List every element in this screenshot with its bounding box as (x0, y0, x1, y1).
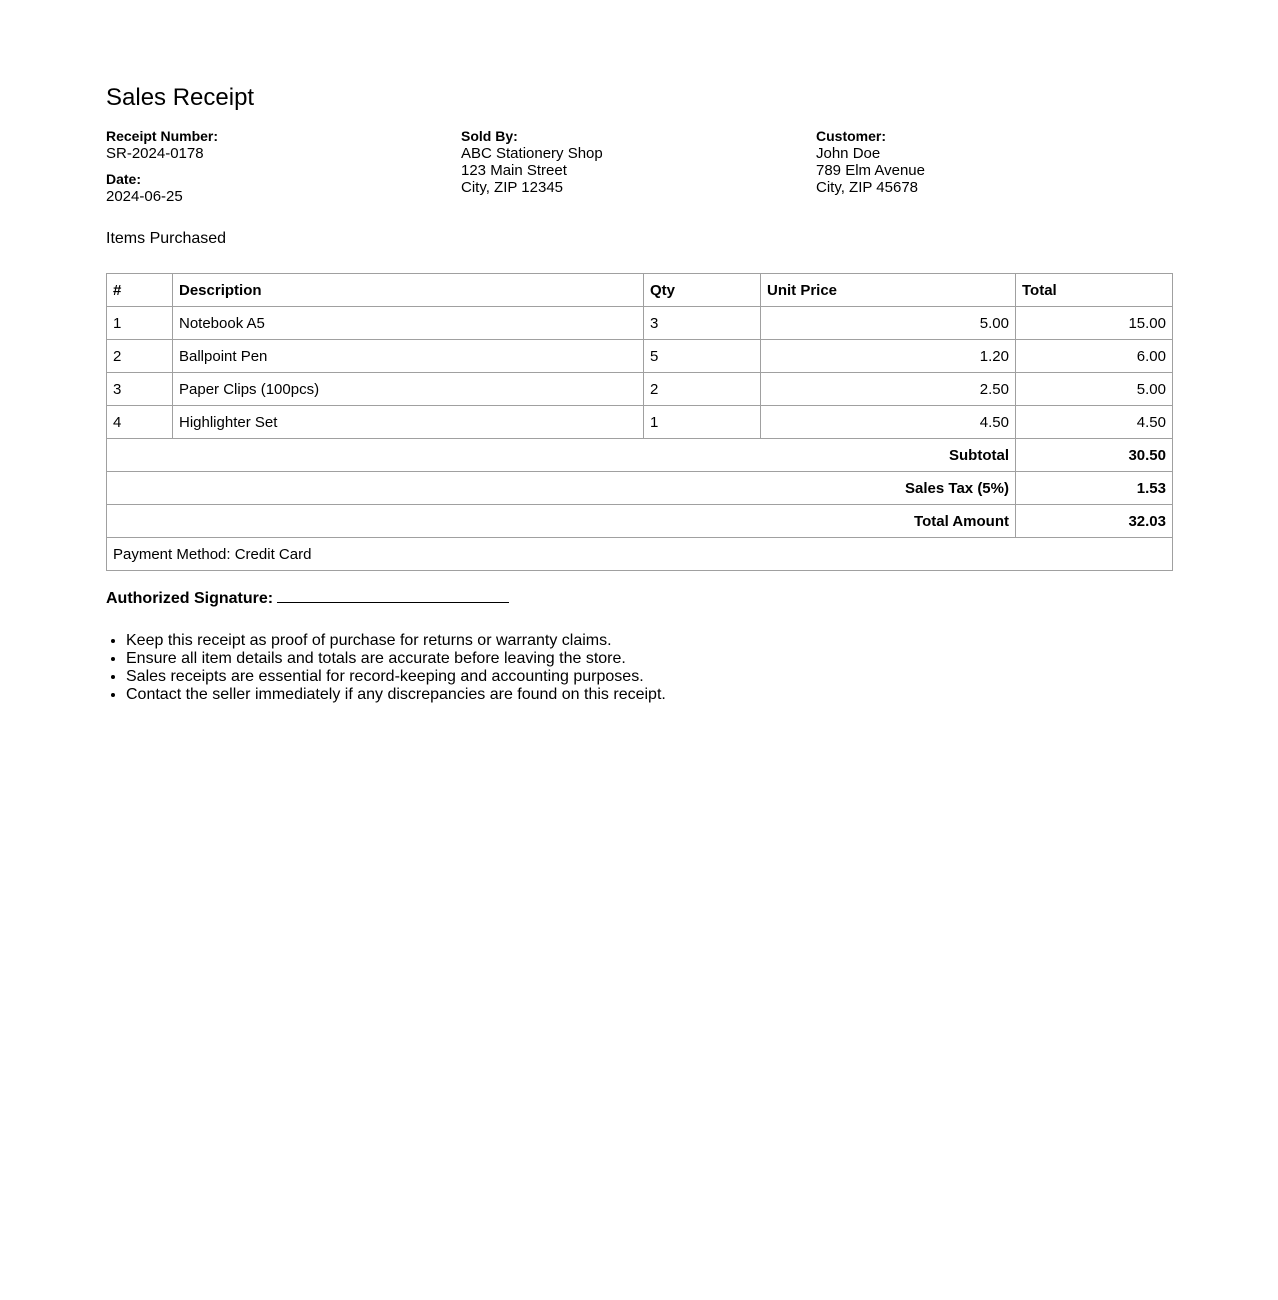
item-description: Paper Clips (100pcs) (173, 373, 644, 406)
items-title: Items Purchased (106, 230, 227, 247)
table-row (107, 373, 1173, 406)
customer-info (816, 128, 1171, 205)
item-unit-price: 2.50 (761, 373, 1016, 406)
list-item: • Keep this receipt as proof of purchase for returns or warranty claims. (126, 632, 1172, 650)
subtotal-label: Subtotal (107, 439, 1016, 472)
seller-name: ABC Stationery Shop (461, 145, 603, 162)
table-row (107, 406, 1173, 439)
total-amount-label: Total Amount (107, 505, 1016, 538)
customer-name: John Doe (816, 145, 881, 162)
item-qty: 1 (644, 406, 761, 439)
item-total: 5.00 (1016, 373, 1173, 406)
col-header-unit-price: Unit Price (761, 274, 1016, 307)
list-item: • Sales receipts are essential for record-keeping and accounting purposes. (126, 668, 1172, 686)
receipt-number: SR-2024-0178 (106, 145, 204, 162)
col-header-total: Total (1016, 274, 1173, 307)
receipt-meta (106, 128, 461, 205)
receipt-date: 2024-06-25 (106, 188, 183, 205)
item-qty: 3 (644, 307, 761, 340)
total-amount-value: 32.03 (1016, 505, 1173, 538)
item-number: 3 (107, 373, 173, 406)
subtotal-value: 30.50 (1016, 439, 1173, 472)
item-description: Ballpoint Pen (173, 340, 644, 373)
signature-line (277, 588, 509, 603)
col-header-description: Description (173, 274, 644, 307)
payment-row (107, 538, 1173, 571)
item-number: 1 (107, 307, 173, 340)
item-qty: 2 (644, 373, 761, 406)
payment-method: Payment Method: Credit Card (107, 538, 1173, 571)
table-row (107, 307, 1173, 340)
seller-street: 123 Main Street (461, 162, 567, 179)
items-table (106, 273, 1173, 571)
item-description: Notebook A5 (173, 307, 644, 340)
item-unit-price: 5.00 (761, 307, 1016, 340)
item-total: 15.00 (1016, 307, 1173, 340)
table-row (107, 340, 1173, 373)
customer-street: 789 Elm Avenue (816, 162, 925, 179)
item-number: 2 (107, 340, 173, 373)
col-header-qty: Qty (644, 274, 761, 307)
sold-by-label: Sold By: (461, 128, 518, 144)
signature-label: Authorized Signature: (106, 590, 274, 607)
receipt-page (106, 84, 1172, 704)
customer-label: Customer: (816, 128, 887, 144)
tax-row (107, 472, 1173, 505)
col-header-number: # (107, 274, 173, 307)
list-item: • Contact the seller immediately if any discrepancies are found on this receipt. (126, 686, 1172, 704)
item-total: 6.00 (1016, 340, 1173, 373)
page-title: Sales Receipt (106, 84, 255, 111)
list-item: • Ensure all item details and totals are accurate before leaving the store. (126, 650, 1172, 668)
customer-city: City, ZIP 45678 (816, 179, 918, 196)
item-description: Highlighter Set (173, 406, 644, 439)
item-number: 4 (107, 406, 173, 439)
authorized-signature (106, 588, 1172, 608)
seller-info (461, 128, 816, 205)
receipt-info (106, 128, 1172, 205)
tax-value: 1.53 (1016, 472, 1173, 505)
item-unit-price: 1.20 (761, 340, 1016, 373)
item-total: 4.50 (1016, 406, 1173, 439)
item-unit-price: 4.50 (761, 406, 1016, 439)
receipt-notes (106, 632, 1172, 704)
total-row (107, 505, 1173, 538)
subtotal-row (107, 439, 1173, 472)
item-qty: 5 (644, 340, 761, 373)
tax-label: Sales Tax (5%) (107, 472, 1016, 505)
seller-city: City, ZIP 12345 (461, 179, 563, 196)
date-label: Date: (106, 171, 142, 187)
receipt-number-label: Receipt Number: (106, 128, 219, 144)
table-header-row (107, 274, 1173, 307)
